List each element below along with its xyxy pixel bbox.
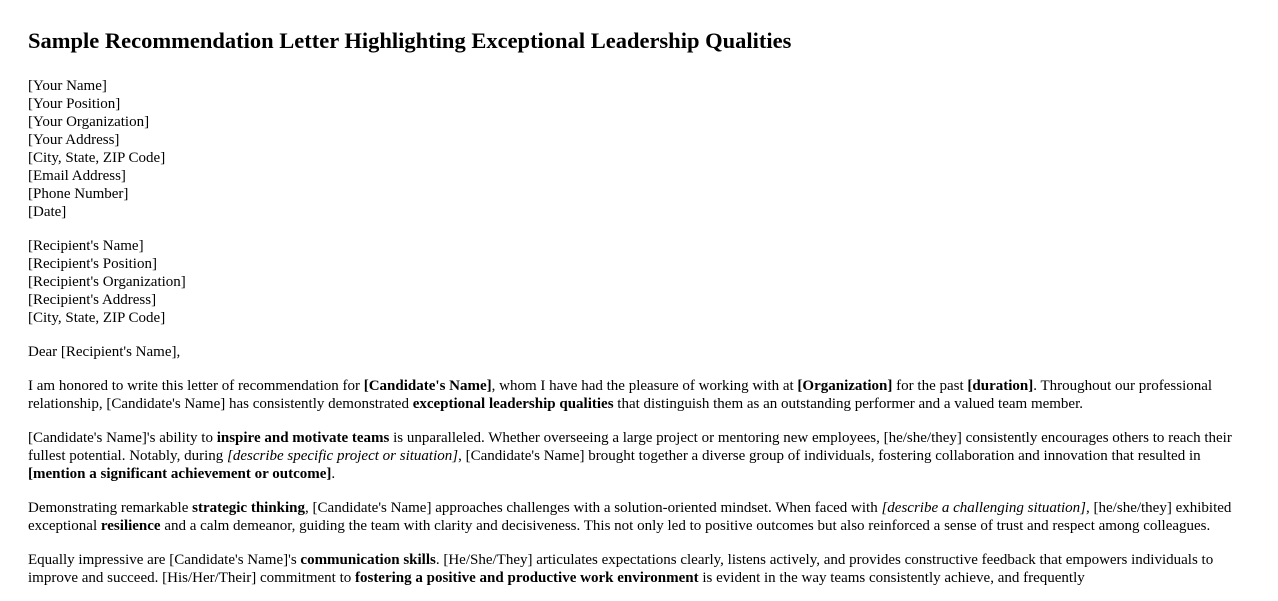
text-run: . (331, 466, 336, 482)
emphasis-bold: exceptional leadership qualities (412, 396, 614, 412)
sender-line: [Your Organization] (28, 114, 150, 130)
sender-line: [Your Position] (28, 96, 121, 112)
emphasis-bold: fostering a positive and productive work environment (354, 570, 699, 586)
emphasis-bold: inspire and motivate teams (216, 430, 390, 446)
text-run: is evident in the way teams consistently achieve, and frequently (698, 570, 1085, 586)
emphasis-bold: strategic thinking (192, 500, 306, 516)
sender-line: [Email Address] (28, 168, 126, 184)
emphasis-bold: [mention a significant achievement or outcome] (28, 466, 332, 482)
body-paragraph (28, 499, 1250, 535)
salutation: Dear [Recipient's Name], (28, 344, 181, 360)
placeholder-italic: [describe specific project or situation] (227, 448, 459, 464)
emphasis-bold: [Organization] (797, 378, 893, 394)
emphasis-bold: communication skills (300, 552, 436, 568)
placeholder-italic: [describe a challenging situation] (881, 500, 1087, 516)
sender-address-block (28, 77, 1250, 221)
sender-line: [City, State, ZIP Code] (28, 150, 166, 166)
emphasis-bold: [duration] (967, 378, 1034, 394)
text-run: , [he/she/they] exhibited exceptional (28, 500, 1232, 534)
page-title: Sample Recommendation Letter Highlighting Exceptional Leadership Qualities (28, 28, 792, 53)
text-run: that distinguish them as an outstanding performer and a valued team member. (613, 396, 1084, 412)
text-run: [Candidate's Name]'s ability to (28, 430, 217, 446)
sender-line: [Your Address] (28, 132, 120, 148)
text-run: , whom I have had the pleasure of working with at (491, 378, 798, 394)
emphasis-bold: [Candidate's Name] (363, 378, 492, 394)
text-run: , [Candidate's Name] brought together a diverse group of individuals, fostering collaboration and innovation that resulted in (458, 448, 1201, 464)
letter-body (28, 377, 1250, 587)
recipient-line: [Recipient's Organization] (28, 274, 186, 290)
body-paragraph (28, 377, 1250, 413)
emphasis-bold: resilience (100, 518, 161, 534)
text-run: . Throughout our professional relationship, [Candidate's Name] has consistently demonstrated (28, 378, 1213, 412)
recipient-line: [Recipient's Name] (28, 238, 144, 254)
text-run: Demonstrating remarkable (28, 500, 193, 516)
sender-line: [Phone Number] (28, 186, 129, 202)
text-run: . [He/She/They] articulates expectations clearly, listens actively, and provides constructive feedback that empowers individuals to improve and succeed. [His/Her/Their] commitment to (28, 552, 1214, 586)
text-run: and a calm demeanor, guiding the team with clarity and decisiveness. This not only led to positive outcomes but also reinforced a sense of trust and respect among colleagues. (160, 518, 1211, 534)
text-run: I am honored to write this letter of recommendation for (28, 378, 364, 394)
text-run: is unparalleled. Whether overseeing a large project or mentoring new employees, [he/she/they] consistently encourages others to reach their fullest potential. Notably, during (28, 430, 1232, 464)
text-run: Equally impressive are [Candidate's Name]'s (28, 552, 301, 568)
body-paragraph (28, 429, 1250, 483)
text-run: , [Candidate's Name] approaches challenges with a solution-oriented mindset. When faced with (305, 500, 882, 516)
body-paragraph (28, 551, 1250, 587)
recipient-line: [City, State, ZIP Code] (28, 310, 166, 326)
sender-line: [Date] (28, 204, 67, 220)
recipient-line: [Recipient's Address] (28, 292, 157, 308)
sender-line: [Your Name] (28, 78, 107, 94)
recipient-address-block (28, 237, 1250, 327)
recipient-line: [Recipient's Position] (28, 256, 157, 272)
text-run: for the past (892, 378, 968, 394)
